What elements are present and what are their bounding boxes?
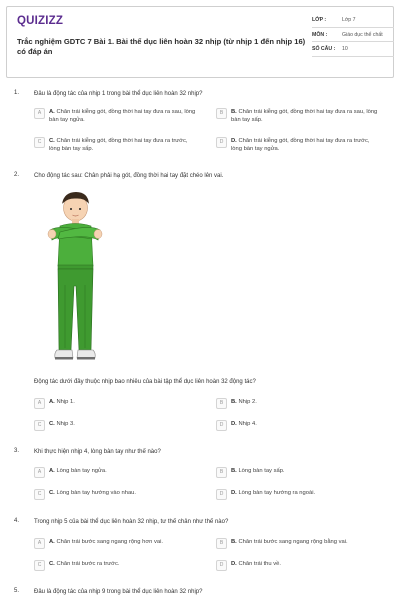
- meta-key: LỚP :: [312, 17, 327, 23]
- option-text: Chân trái kiễng gót, đồng thời hai tay đưa ra trước, lòng bàn tay sấp.: [49, 138, 188, 152]
- meta-value: Giáo dục thể chất: [342, 31, 383, 38]
- option-letter: D.: [231, 138, 237, 144]
- question-number: 4.: [14, 518, 20, 524]
- exercise-figure-illustration: [40, 190, 110, 368]
- quizizz-logo[interactable]: QUIZIZZ: [17, 15, 64, 27]
- option-box[interactable]: C: [34, 489, 45, 500]
- option-letter: B.: [231, 468, 237, 474]
- option-text: Nhịp 3.: [56, 421, 75, 427]
- option-text: Lòng bàn tay hướng ra ngoài.: [238, 490, 316, 496]
- question-text: Khi thực hiện nhịp 4, lòng bàn tay như thế nào?: [34, 449, 161, 455]
- option-text: Lòng bàn tay sấp.: [238, 468, 285, 474]
- option-text: Nhịp 2.: [238, 399, 257, 405]
- meta-key: MÔN :: [312, 31, 328, 38]
- question-text: Đâu là động tác của nhịp 9 trong bài thể dục liên hoàn 32 nhịp?: [34, 589, 203, 595]
- option-box[interactable]: B: [216, 467, 227, 478]
- option-box[interactable]: B: [216, 538, 227, 549]
- option-text: Chân trái bước sang ngang rộng bằng vai.: [238, 539, 348, 545]
- option-text: Lòng bàn tay ngửa.: [56, 468, 107, 474]
- option-text: Chân trái kiễng gót, đồng thời hai tay đưa ra sau, lòng bàn tay sấp.: [231, 109, 378, 123]
- option-box[interactable]: D: [216, 420, 227, 431]
- option-letter: B.: [231, 109, 237, 115]
- option-letter: D.: [231, 490, 237, 496]
- question-number: 2.: [14, 172, 20, 178]
- question-number: 5.: [14, 588, 20, 594]
- option-letter: A.: [49, 109, 55, 115]
- option-letter: C.: [49, 138, 55, 144]
- question-text: Đâu là động tác của nhịp 1 trong bài thể dục liên hoàn 32 nhịp?: [34, 91, 203, 97]
- option-text: Chân trái bước sang ngang rộng hơn vai.: [56, 539, 163, 545]
- option-letter: D.: [231, 421, 237, 427]
- question-text: Trong nhịp 5 của bài thể dục liên hoàn 32 nhịp, tư thế chân như thế nào?: [34, 519, 229, 525]
- meta-key: SỐ CÂU :: [312, 46, 336, 52]
- option-text: Chân trái thu về.: [238, 561, 281, 567]
- option-box[interactable]: C: [34, 560, 45, 571]
- option-letter: A.: [49, 399, 55, 405]
- option-letter: C.: [49, 561, 55, 567]
- option-letter: B.: [231, 539, 237, 545]
- meta-row-class: [312, 13, 394, 28]
- meta-table: [312, 13, 394, 57]
- option-box[interactable]: C: [34, 137, 45, 148]
- option-box[interactable]: B: [216, 398, 227, 409]
- option-box[interactable]: A: [34, 108, 45, 119]
- question-number: 3.: [14, 448, 20, 454]
- question-text: Cho động tác sau: Chân phải hạ gót, đồng thời hai tay đặt chéo lên vai.: [34, 173, 224, 179]
- option-text: Nhịp 1.: [56, 399, 75, 405]
- option-text: Nhịp 4.: [238, 421, 257, 427]
- meta-value: 10: [342, 46, 348, 52]
- option-letter: D.: [231, 561, 237, 567]
- option-text: Chân trái kiễng gót, đồng thời hai tay đưa ra trước, lòng bàn tay ngửa.: [231, 138, 370, 152]
- option-letter: A.: [49, 468, 55, 474]
- worksheet-header: [6, 6, 394, 78]
- option-box[interactable]: A: [34, 538, 45, 549]
- option-text: Chân trái bước ra trước.: [56, 561, 120, 567]
- option-text: Lòng bàn tay hướng vào nhau.: [56, 490, 136, 496]
- option-box[interactable]: A: [34, 398, 45, 409]
- option-box[interactable]: D: [216, 489, 227, 500]
- option-box[interactable]: A: [34, 467, 45, 478]
- meta-value: Lớp 7: [342, 17, 356, 23]
- option-box[interactable]: C: [34, 420, 45, 431]
- option-box[interactable]: D: [216, 137, 227, 148]
- option-text: Chân trái kiễng gót, đồng thời hai tay đưa ra sau, lòng bàn tay ngửa.: [49, 109, 196, 123]
- option-letter: C.: [49, 421, 55, 427]
- question-subtext: Động tác dưới đây thuộc nhịp bao nhiêu của bài tập thể dục liên hoàn 32 động tác?: [34, 379, 256, 385]
- option-box[interactable]: D: [216, 560, 227, 571]
- option-letter: B.: [231, 399, 237, 405]
- meta-row-subject: [312, 28, 394, 43]
- option-letter: C.: [49, 490, 55, 496]
- question-number: 1.: [14, 90, 20, 96]
- option-letter: A.: [49, 539, 55, 545]
- option-box[interactable]: B: [216, 108, 227, 119]
- meta-row-count: [312, 42, 394, 57]
- worksheet-title: Trắc nghiệm GDTC 7 Bài 1. Bài thể dục liên hoàn 32 nhịp (từ nhịp 1 đến nhịp 16) có đáp án: [17, 37, 306, 56]
